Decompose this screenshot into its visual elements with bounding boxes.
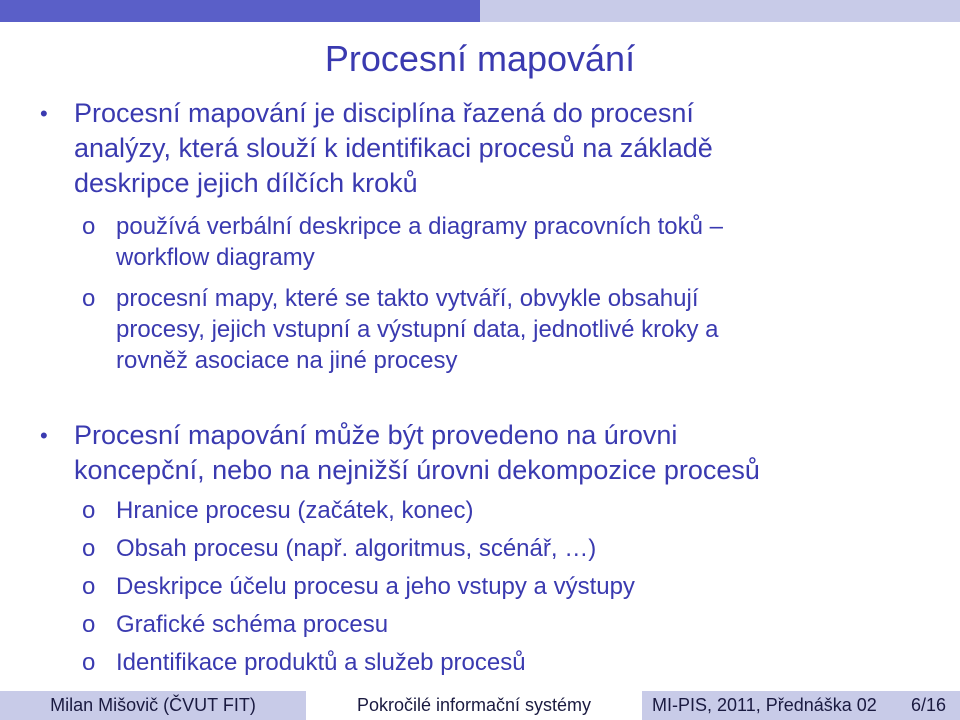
- sub-bullet-icon: o: [82, 285, 96, 312]
- footer-lecture-box: [642, 691, 960, 720]
- subitem-1-2-line-1: procesní mapy, které se takto vytváří, obvykle obsahují: [116, 285, 699, 312]
- subitem-2-5-line-1: Identifikace produktů a služeb procesů: [116, 649, 526, 676]
- bullet-1-line-3: deskripce jejich dílčích kroků: [74, 168, 418, 198]
- subitem-2-3: [38, 571, 938, 602]
- subitem-1-2-line-3: rovněž asociace na jiné procesy: [116, 347, 458, 374]
- subitem-2-1-line-1: Hranice procesu (začátek, konec): [116, 497, 474, 524]
- slide-footer: [0, 691, 960, 720]
- sub-bullet-icon: o: [82, 649, 96, 676]
- bullet-2-line-1: Procesní mapování může být provedeno na úrovni: [74, 420, 678, 450]
- footer-page-number: 6/16: [910, 695, 946, 715]
- sub-bullet-icon: o: [82, 497, 96, 524]
- subitem-1-1: [38, 211, 938, 273]
- bullet-2: [38, 418, 938, 488]
- header-bar-light: [480, 0, 960, 22]
- slide-title: Procesní mapování: [324, 38, 636, 79]
- subitem-2-1: [38, 495, 938, 526]
- sub-bullet-icon: o: [82, 611, 96, 638]
- subitem-2-2: [38, 533, 938, 564]
- bullet-2-line-2: koncepční, nebo na nejnižší úrovni dekompozice procesů: [74, 455, 760, 485]
- subitem-2-4: [38, 609, 938, 640]
- sub-bullet-icon: o: [82, 213, 96, 240]
- sub-bullet-icon: o: [82, 573, 96, 600]
- sub-bullet-icon: o: [82, 535, 96, 562]
- subitem-1-1-line-2: workflow diagramy: [116, 244, 315, 271]
- header-bar-dark: [0, 0, 480, 22]
- bullet-icon: •: [40, 423, 48, 448]
- subitem-1-1-line-1: používá verbální deskripce a diagramy pracovních toků –: [116, 213, 723, 240]
- footer-course: Pokročilé informační systémy: [306, 691, 642, 720]
- subitem-2-4-line-1: Grafické schéma procesu: [116, 611, 389, 638]
- subitem-2-2-line-1: Obsah procesu (např. algoritmus, scénář, …): [116, 535, 597, 562]
- subitem-1-2: [38, 283, 938, 376]
- bullet-icon: •: [40, 101, 48, 126]
- slide-body: [38, 96, 938, 678]
- footer-lecture: MI-PIS, 2011, Přednáška 02: [652, 695, 877, 715]
- footer-author: Milan Mišovič (ČVUT FIT): [0, 691, 306, 720]
- subitem-2-5: [38, 647, 938, 678]
- bullet-1-line-1: Procesní mapování je disciplína řazená do procesní: [74, 98, 694, 128]
- subitem-2-3-line-1: Deskripce účelu procesu a jeho vstupy a výstupy: [116, 573, 635, 600]
- bullet-1: [38, 96, 938, 201]
- subitem-1-2-line-2: procesy, jejich vstupní a výstupní data, jednotlivé kroky a: [116, 316, 719, 343]
- bullet-1-line-2: analýzy, která slouží k identifikaci procesů na základě: [74, 133, 713, 163]
